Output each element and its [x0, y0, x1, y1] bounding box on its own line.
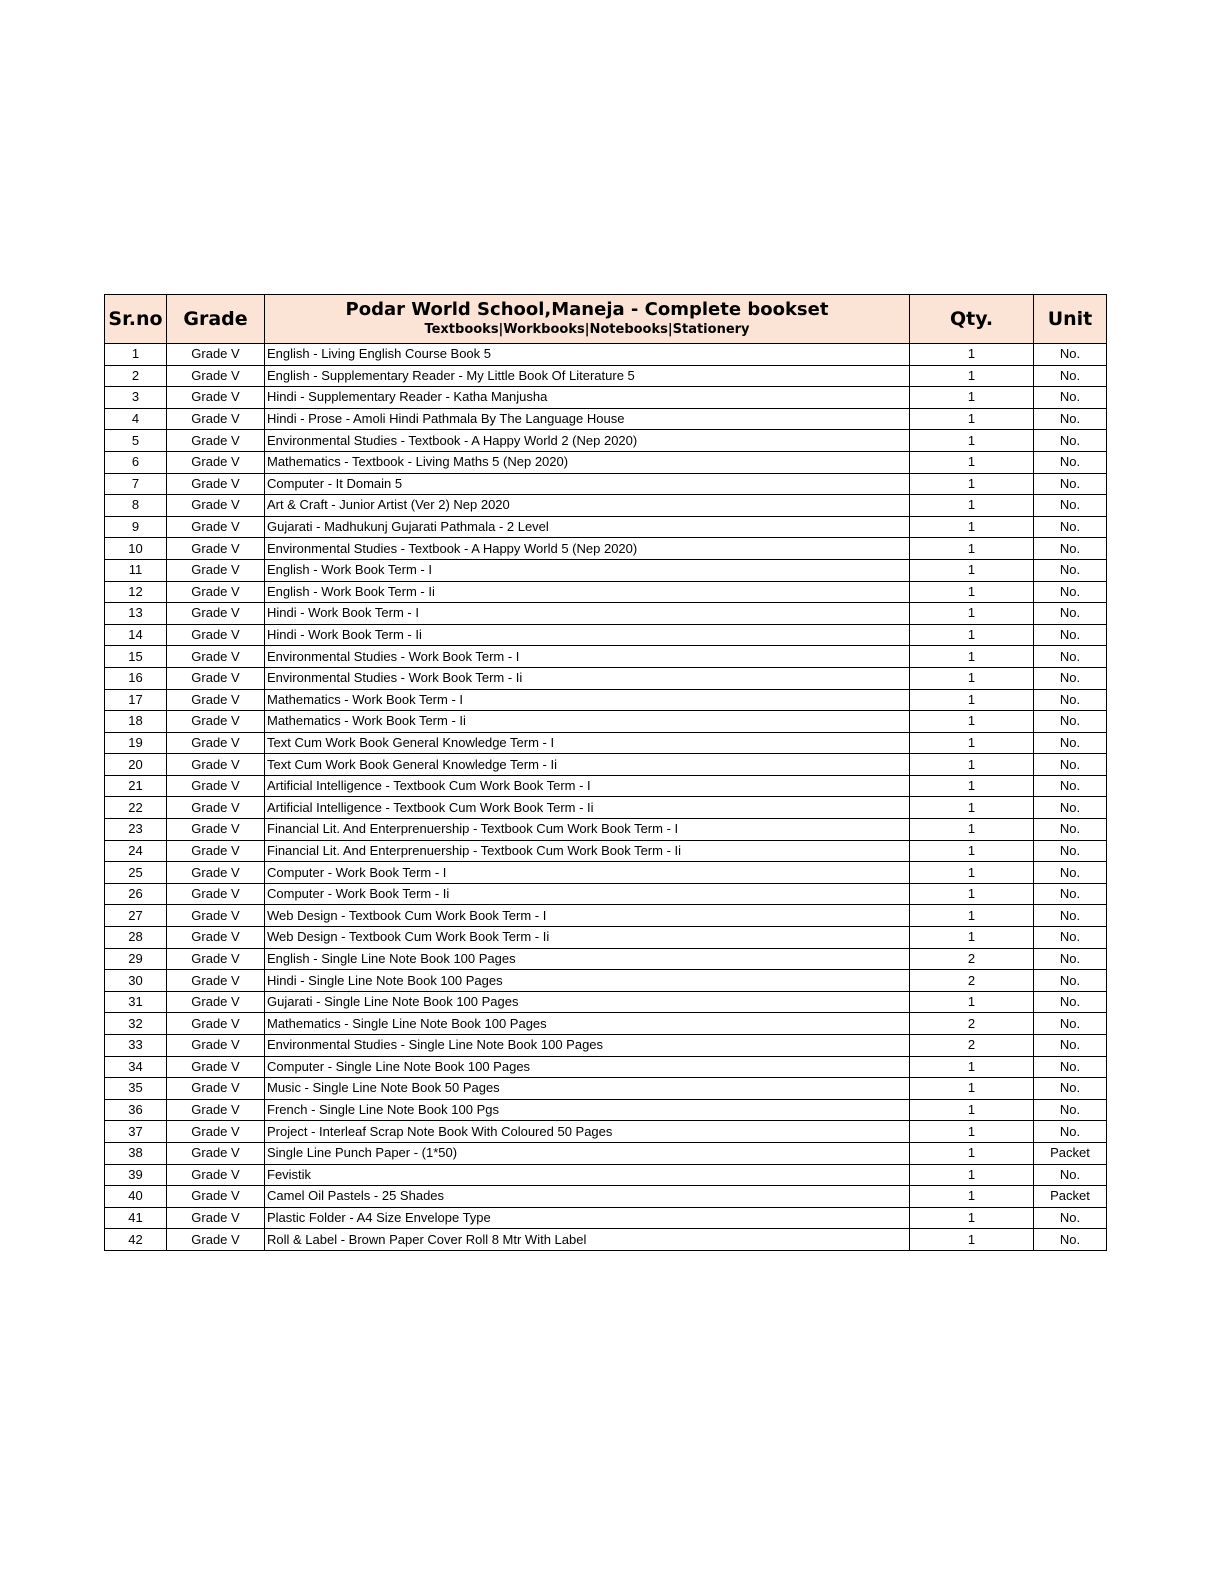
cell-srno: 41 — [105, 1207, 167, 1229]
cell-grade: Grade V — [167, 948, 265, 970]
cell-item: Hindi - Supplementary Reader - Katha Manjusha — [265, 387, 910, 409]
cell-srno: 40 — [105, 1186, 167, 1208]
table-body — [105, 344, 1107, 1251]
table-row — [105, 711, 1107, 733]
cell-item: Music - Single Line Note Book 50 Pages — [265, 1078, 910, 1100]
table-row — [105, 948, 1107, 970]
cell-qty: 1 — [910, 365, 1034, 387]
table-row — [105, 1186, 1107, 1208]
cell-item: Computer - Work Book Term - I — [265, 862, 910, 884]
table-row — [105, 840, 1107, 862]
cell-item: Mathematics - Textbook - Living Maths 5 (Nep 2020) — [265, 451, 910, 473]
table-row — [105, 646, 1107, 668]
cell-qty: 1 — [910, 1229, 1034, 1251]
cell-unit: No. — [1034, 689, 1107, 711]
cell-unit: No. — [1034, 365, 1107, 387]
cell-grade: Grade V — [167, 495, 265, 517]
table-row — [105, 667, 1107, 689]
cell-unit: Packet — [1034, 1142, 1107, 1164]
cell-unit: No. — [1034, 927, 1107, 949]
header-unit: Unit — [1034, 295, 1107, 344]
cell-unit: No. — [1034, 948, 1107, 970]
table-title: Podar World School,Maneja - Complete bookset — [345, 298, 829, 320]
cell-item: Gujarati - Madhukunj Gujarati Pathmala - 2 Level — [265, 516, 910, 538]
cell-unit: No. — [1034, 646, 1107, 668]
cell-qty: 1 — [910, 862, 1034, 884]
cell-srno: 42 — [105, 1229, 167, 1251]
cell-qty: 1 — [910, 451, 1034, 473]
cell-grade: Grade V — [167, 970, 265, 992]
cell-grade: Grade V — [167, 991, 265, 1013]
cell-srno: 10 — [105, 538, 167, 560]
cell-item: Text Cum Work Book General Knowledge Term - I — [265, 732, 910, 754]
cell-grade: Grade V — [167, 408, 265, 430]
table-row — [105, 1229, 1107, 1251]
table-row — [105, 1099, 1107, 1121]
cell-qty: 1 — [910, 1207, 1034, 1229]
cell-unit: No. — [1034, 711, 1107, 733]
table-row — [105, 473, 1107, 495]
cell-unit: No. — [1034, 862, 1107, 884]
table-row — [105, 927, 1107, 949]
table-row — [105, 797, 1107, 819]
cell-item: Gujarati - Single Line Note Book 100 Pages — [265, 991, 910, 1013]
cell-item: Web Design - Textbook Cum Work Book Term - I — [265, 905, 910, 927]
cell-unit: No. — [1034, 538, 1107, 560]
cell-qty: 1 — [910, 538, 1034, 560]
cell-grade: Grade V — [167, 473, 265, 495]
cell-grade: Grade V — [167, 1207, 265, 1229]
cell-grade: Grade V — [167, 754, 265, 776]
cell-grade: Grade V — [167, 927, 265, 949]
table-row — [105, 451, 1107, 473]
cell-srno: 16 — [105, 667, 167, 689]
cell-item: English - Living English Course Book 5 — [265, 344, 910, 366]
cell-srno: 30 — [105, 970, 167, 992]
cell-grade: Grade V — [167, 732, 265, 754]
table-row — [105, 559, 1107, 581]
cell-unit: No. — [1034, 473, 1107, 495]
table-row — [105, 581, 1107, 603]
cell-grade: Grade V — [167, 797, 265, 819]
cell-qty: 1 — [910, 927, 1034, 949]
cell-srno: 7 — [105, 473, 167, 495]
cell-srno: 14 — [105, 624, 167, 646]
cell-srno: 8 — [105, 495, 167, 517]
cell-item: Mathematics - Work Book Term - Ii — [265, 711, 910, 733]
cell-item: English - Work Book Term - I — [265, 559, 910, 581]
table-row — [105, 1164, 1107, 1186]
cell-unit: Packet — [1034, 1186, 1107, 1208]
table-row — [105, 1013, 1107, 1035]
cell-srno: 17 — [105, 689, 167, 711]
cell-qty: 1 — [910, 430, 1034, 452]
table-row — [105, 970, 1107, 992]
header-row — [105, 295, 1107, 344]
cell-srno: 3 — [105, 387, 167, 409]
cell-item: Environmental Studies - Textbook - A Happy World 2 (Nep 2020) — [265, 430, 910, 452]
cell-unit: No. — [1034, 1229, 1107, 1251]
cell-qty: 1 — [910, 775, 1034, 797]
cell-qty: 1 — [910, 516, 1034, 538]
cell-srno: 31 — [105, 991, 167, 1013]
table-row — [105, 624, 1107, 646]
table-row — [105, 775, 1107, 797]
cell-unit: No. — [1034, 754, 1107, 776]
cell-qty: 1 — [910, 797, 1034, 819]
cell-unit: No. — [1034, 840, 1107, 862]
cell-item: Financial Lit. And Enterprenuership - Textbook Cum Work Book Term - Ii — [265, 840, 910, 862]
cell-grade: Grade V — [167, 559, 265, 581]
table-header — [105, 295, 1107, 344]
cell-grade: Grade V — [167, 516, 265, 538]
cell-srno: 33 — [105, 1035, 167, 1057]
cell-qty: 1 — [910, 754, 1034, 776]
cell-item: Project - Interleaf Scrap Note Book With Coloured 50 Pages — [265, 1121, 910, 1143]
cell-grade: Grade V — [167, 1056, 265, 1078]
cell-item: Artificial Intelligence - Textbook Cum Work Book Term - Ii — [265, 797, 910, 819]
table-row — [105, 1035, 1107, 1057]
cell-qty: 1 — [910, 387, 1034, 409]
header-srno: Sr.no — [105, 295, 167, 344]
table-row — [105, 1121, 1107, 1143]
cell-item: Artificial Intelligence - Textbook Cum Work Book Term - I — [265, 775, 910, 797]
table-row — [105, 819, 1107, 841]
cell-grade: Grade V — [167, 344, 265, 366]
table-row — [105, 365, 1107, 387]
cell-qty: 1 — [910, 624, 1034, 646]
cell-srno: 37 — [105, 1121, 167, 1143]
table-row — [105, 538, 1107, 560]
cell-unit: No. — [1034, 495, 1107, 517]
cell-unit: No. — [1034, 430, 1107, 452]
cell-item: Hindi - Work Book Term - Ii — [265, 624, 910, 646]
cell-item: Plastic Folder - A4 Size Envelope Type — [265, 1207, 910, 1229]
cell-grade: Grade V — [167, 840, 265, 862]
cell-srno: 5 — [105, 430, 167, 452]
cell-grade: Grade V — [167, 1035, 265, 1057]
cell-item: French - Single Line Note Book 100 Pgs — [265, 1099, 910, 1121]
table-row — [105, 862, 1107, 884]
cell-srno: 28 — [105, 927, 167, 949]
cell-unit: No. — [1034, 1207, 1107, 1229]
cell-unit: No. — [1034, 559, 1107, 581]
table-row — [105, 1142, 1107, 1164]
cell-qty: 2 — [910, 970, 1034, 992]
cell-unit: No. — [1034, 624, 1107, 646]
header-qty: Qty. — [910, 295, 1034, 344]
cell-item: Art & Craft - Junior Artist (Ver 2) Nep 2020 — [265, 495, 910, 517]
cell-grade: Grade V — [167, 1121, 265, 1143]
cell-srno: 20 — [105, 754, 167, 776]
cell-srno: 11 — [105, 559, 167, 581]
cell-grade: Grade V — [167, 646, 265, 668]
cell-item: Computer - Single Line Note Book 100 Pages — [265, 1056, 910, 1078]
cell-unit: No. — [1034, 1121, 1107, 1143]
cell-unit: No. — [1034, 344, 1107, 366]
cell-item: English - Work Book Term - Ii — [265, 581, 910, 603]
cell-item: Roll & Label - Brown Paper Cover Roll 8 Mtr With Label — [265, 1229, 910, 1251]
cell-srno: 1 — [105, 344, 167, 366]
cell-qty: 1 — [910, 840, 1034, 862]
table-row — [105, 689, 1107, 711]
cell-item: Text Cum Work Book General Knowledge Term - Ii — [265, 754, 910, 776]
table-row — [105, 430, 1107, 452]
cell-srno: 22 — [105, 797, 167, 819]
cell-grade: Grade V — [167, 862, 265, 884]
cell-qty: 2 — [910, 948, 1034, 970]
cell-grade: Grade V — [167, 538, 265, 560]
cell-srno: 23 — [105, 819, 167, 841]
cell-srno: 19 — [105, 732, 167, 754]
cell-item: Computer - It Domain 5 — [265, 473, 910, 495]
cell-unit: No. — [1034, 667, 1107, 689]
cell-qty: 1 — [910, 1056, 1034, 1078]
cell-unit: No. — [1034, 603, 1107, 625]
cell-qty: 1 — [910, 581, 1034, 603]
cell-qty: 1 — [910, 603, 1034, 625]
cell-qty: 1 — [910, 667, 1034, 689]
cell-srno: 4 — [105, 408, 167, 430]
cell-item: Web Design - Textbook Cum Work Book Term - Ii — [265, 927, 910, 949]
cell-unit: No. — [1034, 775, 1107, 797]
cell-qty: 1 — [910, 473, 1034, 495]
table-row — [105, 603, 1107, 625]
cell-unit: No. — [1034, 387, 1107, 409]
cell-unit: No. — [1034, 581, 1107, 603]
cell-qty: 1 — [910, 711, 1034, 733]
cell-srno: 21 — [105, 775, 167, 797]
table-row — [105, 991, 1107, 1013]
cell-qty: 2 — [910, 1013, 1034, 1035]
cell-grade: Grade V — [167, 1229, 265, 1251]
cell-srno: 13 — [105, 603, 167, 625]
cell-srno: 39 — [105, 1164, 167, 1186]
cell-unit: No. — [1034, 1013, 1107, 1035]
cell-grade: Grade V — [167, 711, 265, 733]
cell-grade: Grade V — [167, 905, 265, 927]
table-row — [105, 754, 1107, 776]
cell-item: Hindi - Prose - Amoli Hindi Pathmala By The Language House — [265, 408, 910, 430]
cell-item: Mathematics - Single Line Note Book 100 Pages — [265, 1013, 910, 1035]
table-row — [105, 344, 1107, 366]
cell-item: Environmental Studies - Work Book Term - I — [265, 646, 910, 668]
cell-unit: No. — [1034, 1078, 1107, 1100]
cell-grade: Grade V — [167, 667, 265, 689]
cell-item: English - Single Line Note Book 100 Pages — [265, 948, 910, 970]
cell-qty: 1 — [910, 883, 1034, 905]
cell-item: Single Line Punch Paper - (1*50) — [265, 1142, 910, 1164]
table-row — [105, 1056, 1107, 1078]
table-row — [105, 495, 1107, 517]
cell-qty: 1 — [910, 1099, 1034, 1121]
cell-srno: 27 — [105, 905, 167, 927]
table-row — [105, 883, 1107, 905]
table-row — [105, 732, 1107, 754]
cell-grade: Grade V — [167, 451, 265, 473]
cell-item: Computer - Work Book Term - Ii — [265, 883, 910, 905]
cell-qty: 1 — [910, 1142, 1034, 1164]
cell-unit: No. — [1034, 1164, 1107, 1186]
cell-srno: 6 — [105, 451, 167, 473]
cell-srno: 29 — [105, 948, 167, 970]
cell-unit: No. — [1034, 905, 1107, 927]
table-subtitle: Textbooks|Workbooks|Notebooks|Stationery — [424, 322, 750, 338]
cell-unit: No. — [1034, 732, 1107, 754]
cell-grade: Grade V — [167, 365, 265, 387]
cell-qty: 1 — [910, 559, 1034, 581]
cell-grade: Grade V — [167, 1186, 265, 1208]
cell-qty: 1 — [910, 991, 1034, 1013]
cell-unit: No. — [1034, 883, 1107, 905]
cell-item: Environmental Studies - Single Line Note Book 100 Pages — [265, 1035, 910, 1057]
cell-srno: 36 — [105, 1099, 167, 1121]
cell-item: Environmental Studies - Textbook - A Happy World 5 (Nep 2020) — [265, 538, 910, 560]
cell-grade: Grade V — [167, 1164, 265, 1186]
cell-grade: Grade V — [167, 1078, 265, 1100]
cell-unit: No. — [1034, 1056, 1107, 1078]
table-row — [105, 516, 1107, 538]
header-grade: Grade — [167, 295, 265, 344]
cell-srno: 18 — [105, 711, 167, 733]
cell-unit: No. — [1034, 451, 1107, 473]
cell-grade: Grade V — [167, 775, 265, 797]
cell-srno: 35 — [105, 1078, 167, 1100]
cell-srno: 32 — [105, 1013, 167, 1035]
cell-qty: 1 — [910, 819, 1034, 841]
cell-unit: No. — [1034, 1035, 1107, 1057]
cell-qty: 1 — [910, 344, 1034, 366]
cell-srno: 9 — [105, 516, 167, 538]
cell-item: Fevistik — [265, 1164, 910, 1186]
cell-qty: 1 — [910, 495, 1034, 517]
cell-srno: 38 — [105, 1142, 167, 1164]
cell-unit: No. — [1034, 1099, 1107, 1121]
cell-unit: No. — [1034, 516, 1107, 538]
cell-qty: 2 — [910, 1035, 1034, 1057]
cell-qty: 1 — [910, 1164, 1034, 1186]
cell-unit: No. — [1034, 408, 1107, 430]
cell-unit: No. — [1034, 991, 1107, 1013]
cell-item: Environmental Studies - Work Book Term - Ii — [265, 667, 910, 689]
cell-grade: Grade V — [167, 1013, 265, 1035]
cell-qty: 1 — [910, 408, 1034, 430]
cell-grade: Grade V — [167, 430, 265, 452]
cell-grade: Grade V — [167, 387, 265, 409]
cell-grade: Grade V — [167, 1099, 265, 1121]
cell-qty: 1 — [910, 1078, 1034, 1100]
table-row — [105, 1078, 1107, 1100]
cell-item: Financial Lit. And Enterprenuership - Textbook Cum Work Book Term - I — [265, 819, 910, 841]
cell-grade: Grade V — [167, 1142, 265, 1164]
cell-qty: 1 — [910, 1121, 1034, 1143]
cell-qty: 1 — [910, 1186, 1034, 1208]
cell-grade: Grade V — [167, 581, 265, 603]
cell-unit: No. — [1034, 970, 1107, 992]
bookset-table — [104, 294, 1107, 1251]
cell-unit: No. — [1034, 797, 1107, 819]
header-title-cell — [265, 295, 910, 344]
cell-srno: 25 — [105, 862, 167, 884]
table-row — [105, 1207, 1107, 1229]
cell-grade: Grade V — [167, 883, 265, 905]
cell-qty: 1 — [910, 732, 1034, 754]
cell-srno: 24 — [105, 840, 167, 862]
cell-item: Camel Oil Pastels - 25 Shades — [265, 1186, 910, 1208]
cell-item: Hindi - Work Book Term - I — [265, 603, 910, 625]
cell-srno: 26 — [105, 883, 167, 905]
cell-qty: 1 — [910, 905, 1034, 927]
cell-grade: Grade V — [167, 603, 265, 625]
table-row — [105, 408, 1107, 430]
cell-srno: 2 — [105, 365, 167, 387]
cell-srno: 15 — [105, 646, 167, 668]
cell-unit: No. — [1034, 819, 1107, 841]
cell-qty: 1 — [910, 646, 1034, 668]
table-row — [105, 905, 1107, 927]
cell-item: Hindi - Single Line Note Book 100 Pages — [265, 970, 910, 992]
cell-srno: 34 — [105, 1056, 167, 1078]
cell-grade: Grade V — [167, 819, 265, 841]
cell-item: English - Supplementary Reader - My Little Book Of Literature 5 — [265, 365, 910, 387]
cell-item: Mathematics - Work Book Term - I — [265, 689, 910, 711]
cell-qty: 1 — [910, 689, 1034, 711]
cell-grade: Grade V — [167, 689, 265, 711]
table-row — [105, 387, 1107, 409]
cell-grade: Grade V — [167, 624, 265, 646]
cell-srno: 12 — [105, 581, 167, 603]
